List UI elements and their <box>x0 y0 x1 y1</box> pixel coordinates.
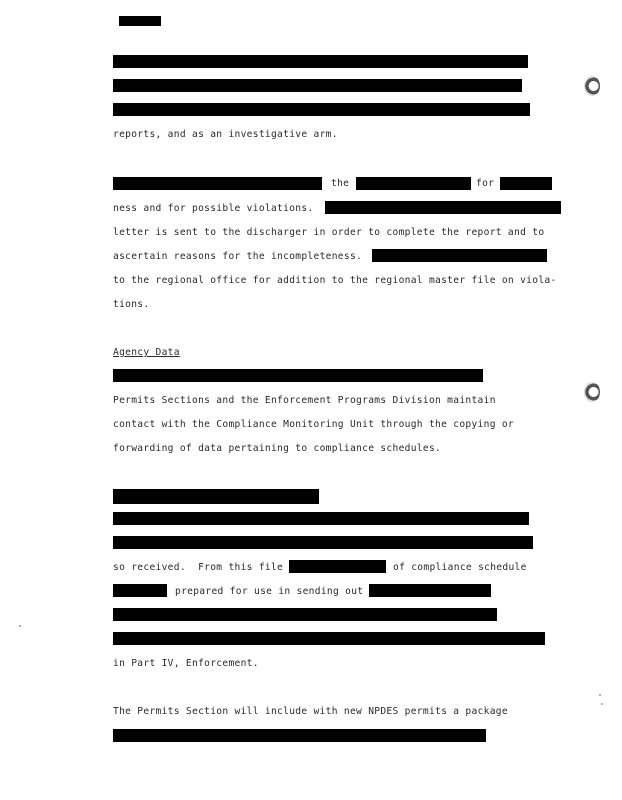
text-line: ascertain reasons for the incompleteness. <box>113 251 363 262</box>
text-line: prepared for use in sending out <box>175 586 364 597</box>
scan-speck <box>601 703 603 705</box>
text-line: so received. From this file <box>113 562 284 573</box>
text-line: letter is sent to the discharger in order to complete the report and to <box>113 227 545 238</box>
redaction-block <box>113 608 497 621</box>
punch-hole-icon <box>584 76 600 96</box>
text-line: of compliance schedule <box>393 562 527 573</box>
text-line: for <box>476 178 495 189</box>
redaction-block <box>113 177 322 190</box>
redaction-block <box>113 512 529 525</box>
text-line: contact with the Compliance Monitoring Unit through the copying or <box>113 419 515 430</box>
text-line: reports, and as an investigative arm. <box>113 129 338 140</box>
text-line: tions. <box>113 299 150 310</box>
scan-speck <box>19 625 21 627</box>
text-line: in Part IV, Enforcement. <box>113 658 259 669</box>
scan-speck <box>599 694 601 696</box>
text-line: The Permits Section will include with new NPDES permits a package <box>113 706 508 717</box>
redaction-block <box>113 103 530 116</box>
text-line: ness and for possible violations. <box>113 203 314 214</box>
redaction-block <box>113 632 545 645</box>
redaction-block <box>113 369 483 382</box>
redaction-block <box>372 249 547 262</box>
text-line: Permits Sections and the Enforcement Programs Division maintain <box>113 395 496 406</box>
redaction-block <box>113 489 319 504</box>
punch-hole-icon <box>584 382 600 402</box>
text-line: forwarding of data pertaining to compliance schedules. <box>113 443 442 454</box>
redaction-block <box>113 584 167 597</box>
redaction-block <box>369 584 491 597</box>
redaction-block <box>325 201 561 214</box>
text-line: to the regional office for addition to the regional master file on viola- <box>113 275 557 286</box>
redaction-block <box>113 55 528 68</box>
redaction-block <box>113 79 522 92</box>
redaction-block <box>500 177 552 190</box>
text-line: the <box>331 178 350 189</box>
section-heading: Agency Data <box>113 347 180 358</box>
redaction-block <box>119 16 161 26</box>
redaction-block <box>289 560 386 573</box>
redaction-block <box>356 177 471 190</box>
redaction-block <box>113 536 533 549</box>
redaction-block <box>113 729 486 742</box>
